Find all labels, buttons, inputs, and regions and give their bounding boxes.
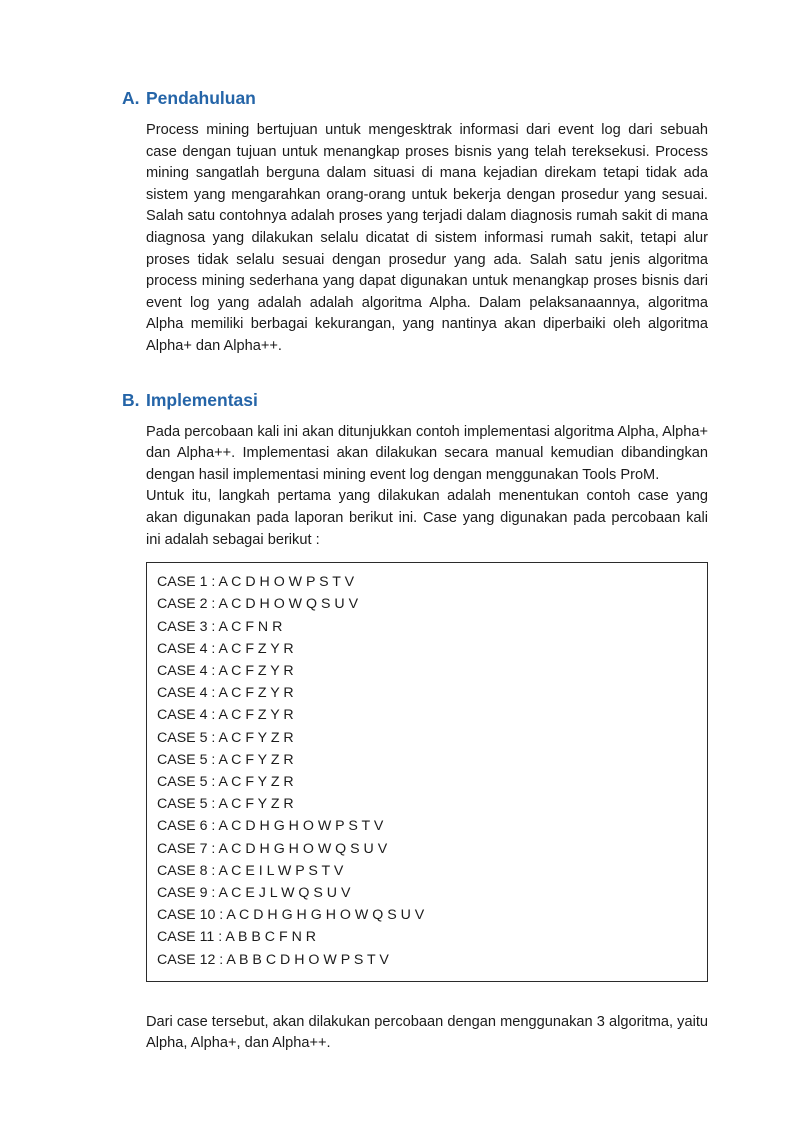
section-b-heading — [122, 390, 708, 411]
case-line: CASE 6 : A C D H G H O W P S T V — [157, 818, 384, 835]
case-line: CASE 2 : A C D H O W Q S U V — [157, 596, 359, 613]
case-line: CASE 3 : A C F N R — [157, 618, 283, 635]
heading-text: Pendahuluan — [146, 88, 256, 108]
case-line: CASE 4 : A C F Z Y R — [157, 640, 294, 657]
paragraph-pendahuluan: Process mining bertujuan untuk mengesktrak informasi dari event log dari sebuah case dengan tujuan untuk menangkap proses bisnis yang telah tereksekusi. Process mining sangatlah berguna dalam situasi di mana kejadian direkam tetapi tidak ada sistem yang mengarahkan orang-orang untuk bekerja dengan prosedur yang sesuai. Salah satu contohnya adalah proses yang terjadi dalam diagnosis rumah sakit di mana diagnosa yang dilakukan selalu dicatat di sistem informasi rumah sakit, tetapi alur proses tidak selalu sesuai dengan prosedur yang ada. Salah satu jenis algoritma process mining sederhana yang dapat digunakan untuk menangkap proses bisnis dari event log yang adalah adalah algoritma Alpha. Dalam pelaksanaannya, algoritma Alpha memiliki berbagai kekurangan, yang nantinya akan diperbaiki oleh algoritma Alpha+ dan Alpha++. — [146, 122, 708, 354]
case-line: CASE 5 : A C F Y Z R — [157, 729, 294, 746]
section-implementasi — [122, 389, 708, 1055]
case-line: CASE 9 : A C E J L W Q S U V — [157, 884, 351, 901]
case-line: CASE 7 : A C D H G H O W Q S U V — [157, 840, 388, 857]
heading-letter: B. — [122, 389, 140, 410]
heading-text: Implementasi — [146, 389, 258, 410]
case-line: CASE 4 : A C F Z Y R — [157, 685, 294, 702]
case-line: CASE 10 : A C D H G H G H O W Q S U V — [157, 907, 425, 924]
section-a-heading — [122, 88, 708, 109]
paragraph-implementasi-2: Untuk itu, langkah pertama yang dilakukan adalah menentukan contoh case yang akan digunakan pada laporan berikut ini. Case yang digunakan pada percobaan kali ini adalah sebagai berikut : — [146, 488, 708, 548]
case-line: CASE 4 : A C F Z Y R — [157, 662, 294, 679]
case-line: CASE 5 : A C F Y Z R — [157, 796, 294, 813]
case-line: CASE 4 : A C F Z Y R — [157, 707, 294, 724]
heading-letter: A. — [122, 88, 140, 108]
closing-paragraph: Dari case tersebut, akan dilakukan percobaan dengan menggunakan 3 algoritma, yaitu Alpha, Alpha+, dan Alpha++. — [146, 1013, 708, 1052]
case-line: CASE 11 : A B B C F N R — [157, 929, 317, 946]
case-line: CASE 1 : A C D H O W P S T V — [157, 574, 355, 591]
case-line: CASE 5 : A C F Y Z R — [157, 751, 294, 768]
paragraph-implementasi-1: Pada percobaan kali ini akan ditunjukkan contoh implementasi algoritma Alpha, Alpha+ dan Alpha++. Implementasi akan dilakukan secara manual kemudian dibandingkan dengan hasil implementasi mining event log dengan menggunakan Tools ProM. — [146, 423, 708, 483]
section-pendahuluan — [122, 88, 708, 358]
case-line: CASE 5 : A C F Y Z R — [157, 773, 294, 790]
case-line: CASE 8 : A C E I L W P S T V — [157, 862, 344, 879]
case-line: CASE 12 : A B B C D H O W P S T V — [157, 951, 389, 968]
case-box — [146, 562, 708, 982]
